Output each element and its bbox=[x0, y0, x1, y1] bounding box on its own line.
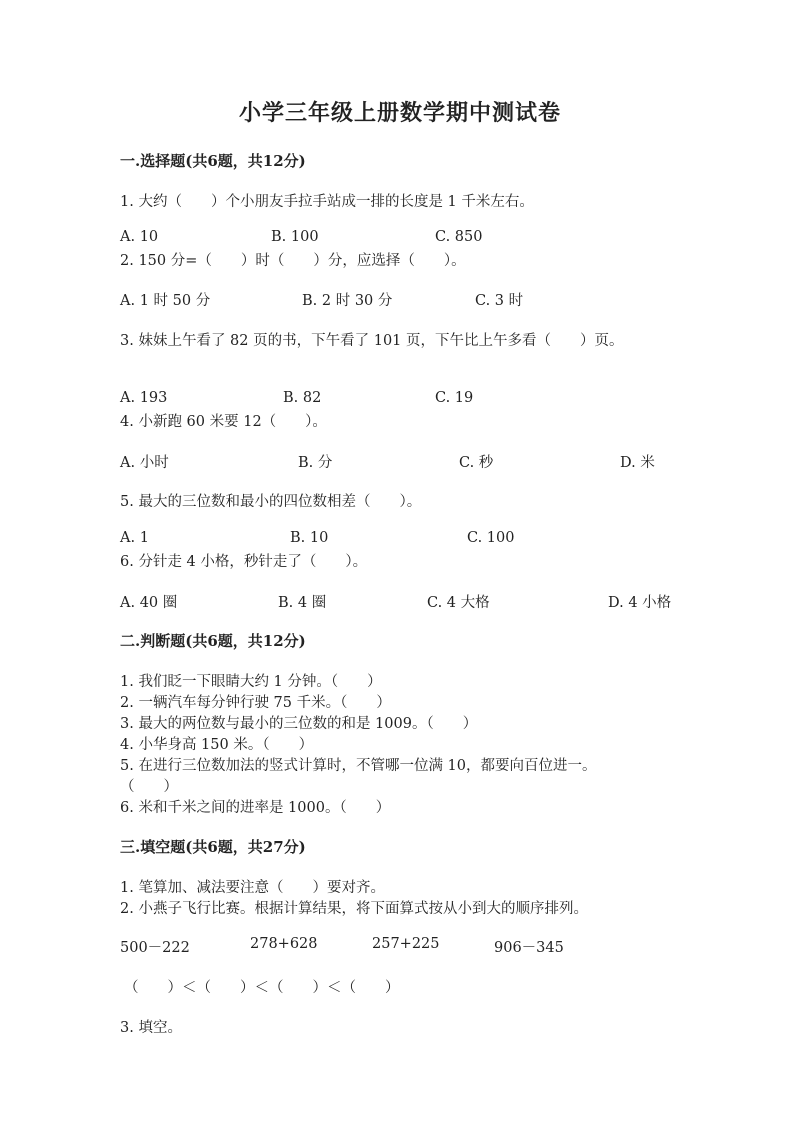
question-3: 3. 妹妹上午看了 82 页的书，下午看了 101 页，下午比上午多看（ ）页。 bbox=[120, 333, 624, 349]
page-title: 小学三年级上册数学期中测试卷 bbox=[238, 100, 561, 126]
judgement-item-4: 4. 小华身高 150 米。（ ） bbox=[120, 737, 314, 753]
section-heading-judgement: 二.判断题(共6题，共12分) bbox=[120, 632, 306, 650]
q1-option-b: B. 100 bbox=[271, 229, 319, 245]
q3-option-a: A. 193 bbox=[120, 390, 168, 406]
judgement-item-6: 6. 米和千米之间的进率是 1000。（ ） bbox=[120, 800, 391, 816]
fill-item-2: 2. 小燕子飞行比赛。根据计算结果，将下面算式按从小到大的顺序排列。 bbox=[120, 901, 588, 917]
fill-item-1: 1. 笔算加、减法要注意（ ）要对齐。 bbox=[120, 880, 385, 896]
section-heading-choice: 一.选择题(共6题，共12分) bbox=[120, 152, 306, 170]
judgement-item-1: 1. 我们眨一下眼睛大约 1 分钟。（ ） bbox=[120, 674, 382, 690]
q6-option-b: B. 4 圈 bbox=[278, 595, 327, 611]
q4-option-b: B. 分 bbox=[298, 455, 333, 471]
q3-option-c: C. 19 bbox=[435, 390, 474, 406]
q2-option-a: A. 1 时 50 分 bbox=[120, 293, 211, 309]
judgement-item-5: 5. 在进行三位数加法的竖式计算时，不管哪一位满 10，都要向百位进一。 bbox=[120, 758, 597, 774]
question-2: 2. 150 分=（ ）时（ ）分，应选择（ ）。 bbox=[120, 253, 466, 269]
q5-option-c: C. 100 bbox=[467, 530, 515, 546]
q4-option-a: A. 小时 bbox=[120, 455, 169, 471]
q5-option-b: B. 10 bbox=[290, 530, 329, 546]
q4-option-d: D. 米 bbox=[620, 455, 655, 471]
expression-3: 257+225 bbox=[372, 936, 440, 952]
question-4: 4. 小新跑 60 米要 12（ ）。 bbox=[120, 414, 327, 430]
q5-option-a: A. 1 bbox=[120, 530, 149, 546]
q6-option-a: A. 40 圈 bbox=[120, 595, 178, 611]
expression-1: 500－222 bbox=[120, 940, 190, 956]
fill-item-3: 3. 填空。 bbox=[120, 1020, 182, 1036]
q2-option-c: C. 3 时 bbox=[475, 293, 524, 309]
q4-option-c: C. 秒 bbox=[459, 455, 494, 471]
q1-option-a: A. 10 bbox=[120, 229, 159, 245]
question-6: 6. 分针走 4 小格，秒针走了（ ）。 bbox=[120, 554, 368, 570]
q1-option-c: C. 850 bbox=[435, 229, 483, 245]
question-1: 1. 大约（ ）个小朋友手拉手站成一排的长度是 1 千米左右。 bbox=[120, 194, 534, 210]
judgement-item-5-blank: （ ） bbox=[120, 779, 178, 795]
q3-option-b: B. 82 bbox=[283, 390, 322, 406]
section-heading-fill-blank: 三.填空题(共6题，共27分) bbox=[120, 838, 306, 856]
judgement-item-3: 3. 最大的两位数与最小的三位数的和是 1009。（ ） bbox=[120, 716, 478, 732]
q6-option-d: D. 4 小格 bbox=[608, 595, 672, 611]
q2-option-b: B. 2 时 30 分 bbox=[302, 293, 393, 309]
order-answer-line: （ ）＜（ ）＜（ ）＜（ ） bbox=[124, 980, 400, 996]
q6-option-c: C. 4 大格 bbox=[427, 595, 490, 611]
expression-4: 906－345 bbox=[494, 940, 564, 956]
expression-2: 278+628 bbox=[250, 936, 318, 952]
question-5: 5. 最大的三位数和最小的四位数相差（ ）。 bbox=[120, 494, 422, 510]
judgement-item-2: 2. 一辆汽车每分钟行驶 75 千米。（ ） bbox=[120, 695, 391, 711]
